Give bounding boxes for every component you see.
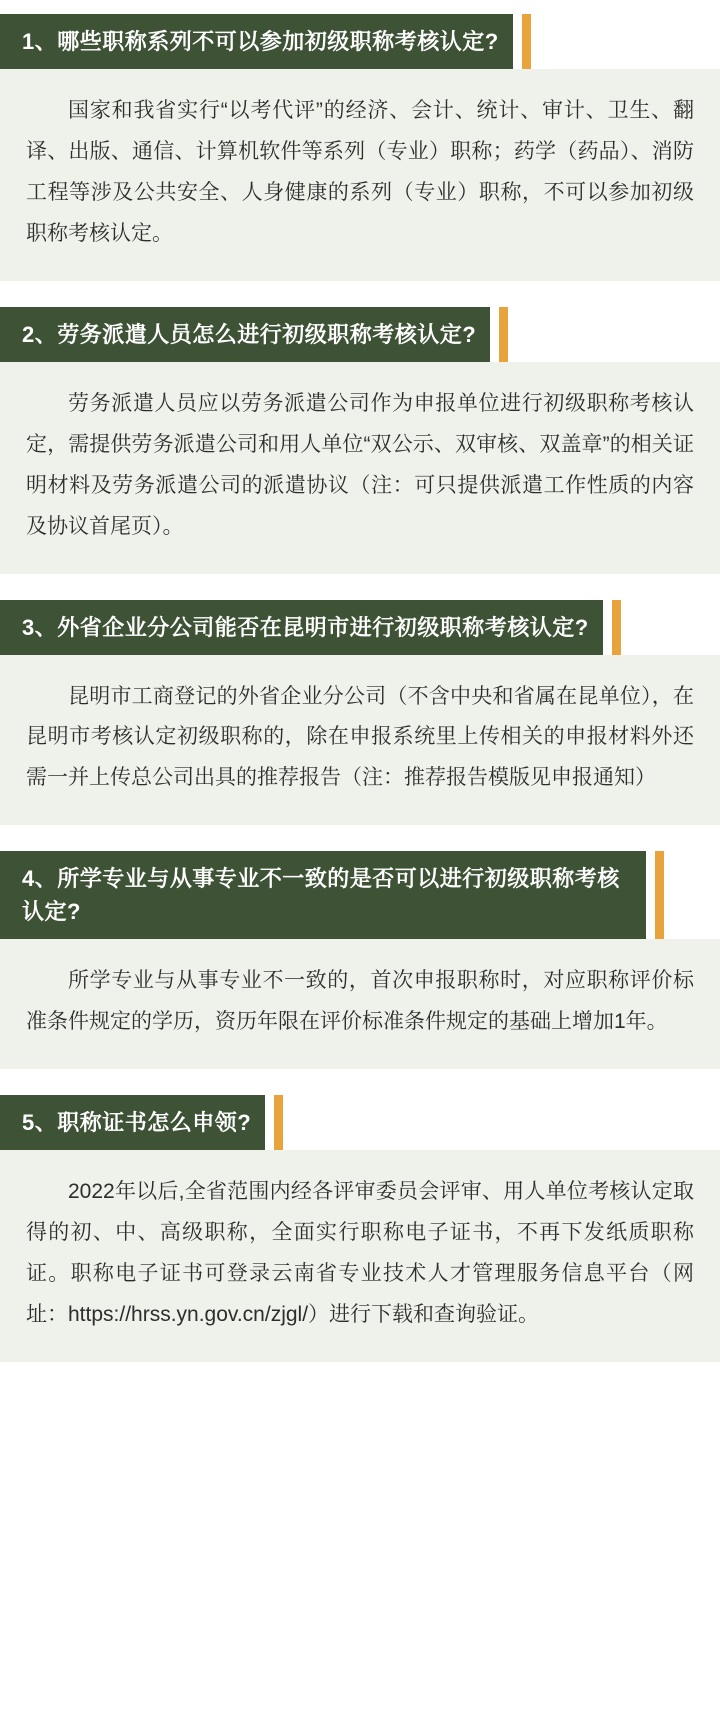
accent-bar-3 (612, 600, 621, 655)
faq-item-3 (0, 600, 720, 826)
faq-answer-body-4 (0, 939, 720, 1069)
faq-item-4 (0, 851, 720, 1069)
faq-question-header-4 (0, 851, 720, 939)
faq-answer-text-4: 所学专业与从事专业不一致的，首次申报职称时，对应职称评价标准条件规定的学历，资历年限在评价标准条件规定的基础上增加1年。 (26, 969, 694, 1034)
faq-answer-body-1 (0, 69, 720, 281)
faq-question-text-4: 4、所学专业与从事专业不一致的是否可以进行初级职称考核认定? (0, 851, 646, 939)
faq-question-text-5: 5、职称证书怎么申领? (0, 1095, 265, 1150)
faq-answer-body-3 (0, 655, 720, 826)
faq-answer-body-2 (0, 362, 720, 574)
accent-bar-2 (499, 307, 508, 362)
faq-question-header-5 (0, 1095, 720, 1150)
faq-question-text-2: 2、劳务派遣人员怎么进行初级职称考核认定? (0, 307, 490, 362)
faq-question-text-3: 3、外省企业分公司能否在昆明市进行初级职称考核认定? (0, 600, 603, 655)
faq-answer-text-5: 2022年以后,全省范围内经各评审委员会评审、用人单位考核认定取得的初、中、高级职称，全面实行职称电子证书，不再下发纸质职称证。职称电子证书可登录云南省专业技术人才管理服务信息平台（网址：https://hrss.yn.gov.cn/zjgl/）进行下载和查询验证。 (26, 1180, 694, 1326)
faq-answer-body-5 (0, 1150, 720, 1362)
faq-answer-text-2: 劳务派遣人员应以劳务派遣公司作为申报单位进行初级职称考核认定，需提供劳务派遣公司和用人单位“双公示、双审核、双盖章”的相关证明材料及劳务派遣公司的派遣协议（注：可只提供派遣工作性质的内容及协议首尾页）。 (26, 391, 694, 538)
faq-question-header-3 (0, 600, 720, 655)
accent-bar-1 (522, 14, 531, 69)
accent-bar-4 (655, 851, 664, 939)
faq-answer-text-3: 昆明市工商登记的外省企业分公司（不含中央和省属在昆单位），在昆明市考核认定初级职称的，除在申报系统里上传相关的申报材料外还需一并上传总公司出具的推荐报告（注：推荐报告模版见申报通知） (26, 684, 694, 790)
accent-bar-5 (274, 1095, 283, 1150)
faq-item-2 (0, 307, 720, 574)
faq-answer-text-1: 国家和我省实行“以考代评”的经济、会计、统计、审计、卫生、翻译、出版、通信、计算机软件等系列（专业）职称；药学（药品）、消防工程等涉及公共安全、人身健康的系列（专业）职称，不可以参加初级职称考核认定。 (26, 99, 694, 245)
faq-item-1 (0, 14, 720, 281)
faq-question-text-1: 1、哪些职称系列不可以参加初级职称考核认定? (0, 14, 513, 69)
faq-question-header-1 (0, 14, 720, 69)
faq-question-header-2 (0, 307, 720, 362)
faq-item-5 (0, 1095, 720, 1362)
